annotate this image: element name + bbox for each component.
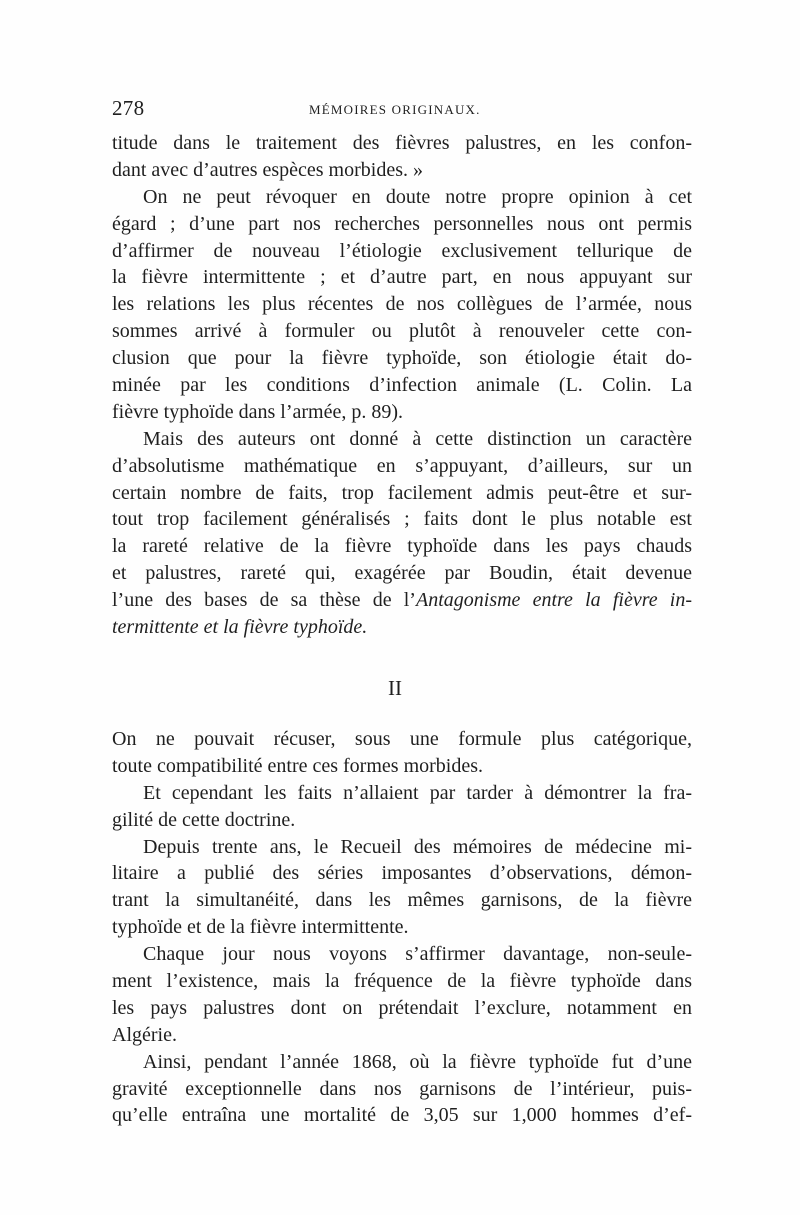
text-line: ment l’existence, mais la fréquence de la fièvre typhoïde dans xyxy=(112,970,692,993)
book-title-italic: Antagonisme entre la fièvre in- xyxy=(415,589,692,612)
text-line: Depuis trente ans, le Recueil des mémoires de médecine mi- xyxy=(143,835,692,858)
text-line: qu’elle entraîna une mortalité de 3,05 sur 1,000 hommes d’ef- xyxy=(112,1104,692,1127)
text-line: clusion que pour la fièvre typhoïde, son étiologie était do- xyxy=(112,347,692,370)
text-line: gilité de cette doctrine. xyxy=(112,808,296,831)
text-line: Mais des auteurs ont donné à cette distinction un caractère xyxy=(143,427,692,450)
body-text-section-1 xyxy=(112,130,692,641)
text-line: Ainsi, pendant l’année 1868, où la fièvre typhoïde fut d’une xyxy=(143,1050,692,1073)
text-line-mixed xyxy=(112,587,692,614)
text-line: tout trop facilement généralisés ; faits dont le plus notable est xyxy=(112,508,692,531)
text-line: et palustres, rareté qui, exagérée par Boudin, était devenue xyxy=(112,562,692,585)
text-line: typhoïde et de la fièvre intermittente. xyxy=(112,916,409,939)
text-line: d’absolutisme mathématique en s’appuyant, d’ailleurs, sur un xyxy=(112,454,692,477)
text-line: Et cependant les faits n’allaient par tarder à démontrer la fra- xyxy=(143,781,692,804)
text-line: égard ; d’une part nos recherches personnelles nous ont permis xyxy=(112,212,692,235)
text-line: litaire a publié des séries imposantes d’observations, démon- xyxy=(112,862,692,885)
text-line-roman-part: l’une des bases de sa thèse de l’ xyxy=(112,589,416,612)
section-number: II xyxy=(388,676,402,700)
text-line: les relations les plus récentes de nos collègues de l’armée, nous xyxy=(112,293,692,316)
text-line: gravité exceptionnelle dans nos garnisons de l’intérieur, puis- xyxy=(112,1077,692,1100)
text-line: fièvre typhoïde dans l’armée, p. 89). xyxy=(112,400,404,423)
text-line: les pays palustres dont on prétendait l’exclure, notamment en xyxy=(112,996,692,1019)
text-line: certain nombre de faits, trop facilement admis peut-être et sur- xyxy=(112,481,692,504)
text-line: sommes arrivé à formuler ou plutôt à renouveler cette con- xyxy=(112,320,692,343)
text-line: la rareté relative de la fièvre typhoïde dans les pays chauds xyxy=(112,535,692,558)
text-line: Algérie. xyxy=(112,1023,177,1046)
running-head: MÉMOIRES ORIGINAUX. xyxy=(309,102,481,117)
text-line: Chaque jour nous voyons s’affirmer davantage, non-seule- xyxy=(143,943,692,966)
page-number: 278 xyxy=(112,96,145,120)
text-line: On ne peut révoquer en doute notre propre opinion à cet xyxy=(143,185,692,208)
text-line: d’affirmer de nouveau l’étiologie exclusivement tellurique de xyxy=(112,239,692,262)
text-line: trant la simultanéité, dans les mêmes garnisons, de la fièvre xyxy=(112,889,692,912)
text-line: minée par les conditions d’infection animale (L. Colin. La xyxy=(112,374,692,397)
text-line: toute compatibilité entre ces formes morbides. xyxy=(112,754,483,777)
text-line: la fièvre intermittente ; et d’autre part, en nous appuyant sur xyxy=(112,266,692,289)
page-header xyxy=(112,96,692,126)
body-text-section-2 xyxy=(112,726,692,1129)
book-title-italic-line: termittente et la fièvre typhoïde. xyxy=(112,616,368,639)
text-line: On ne pouvait récuser, sous une formule plus catégorique, xyxy=(112,728,692,750)
text-line: titude dans le traitement des fièvres palustres, en les confon- xyxy=(112,132,692,154)
text-line: dant avec d’autres espèces morbides. » xyxy=(112,158,423,181)
